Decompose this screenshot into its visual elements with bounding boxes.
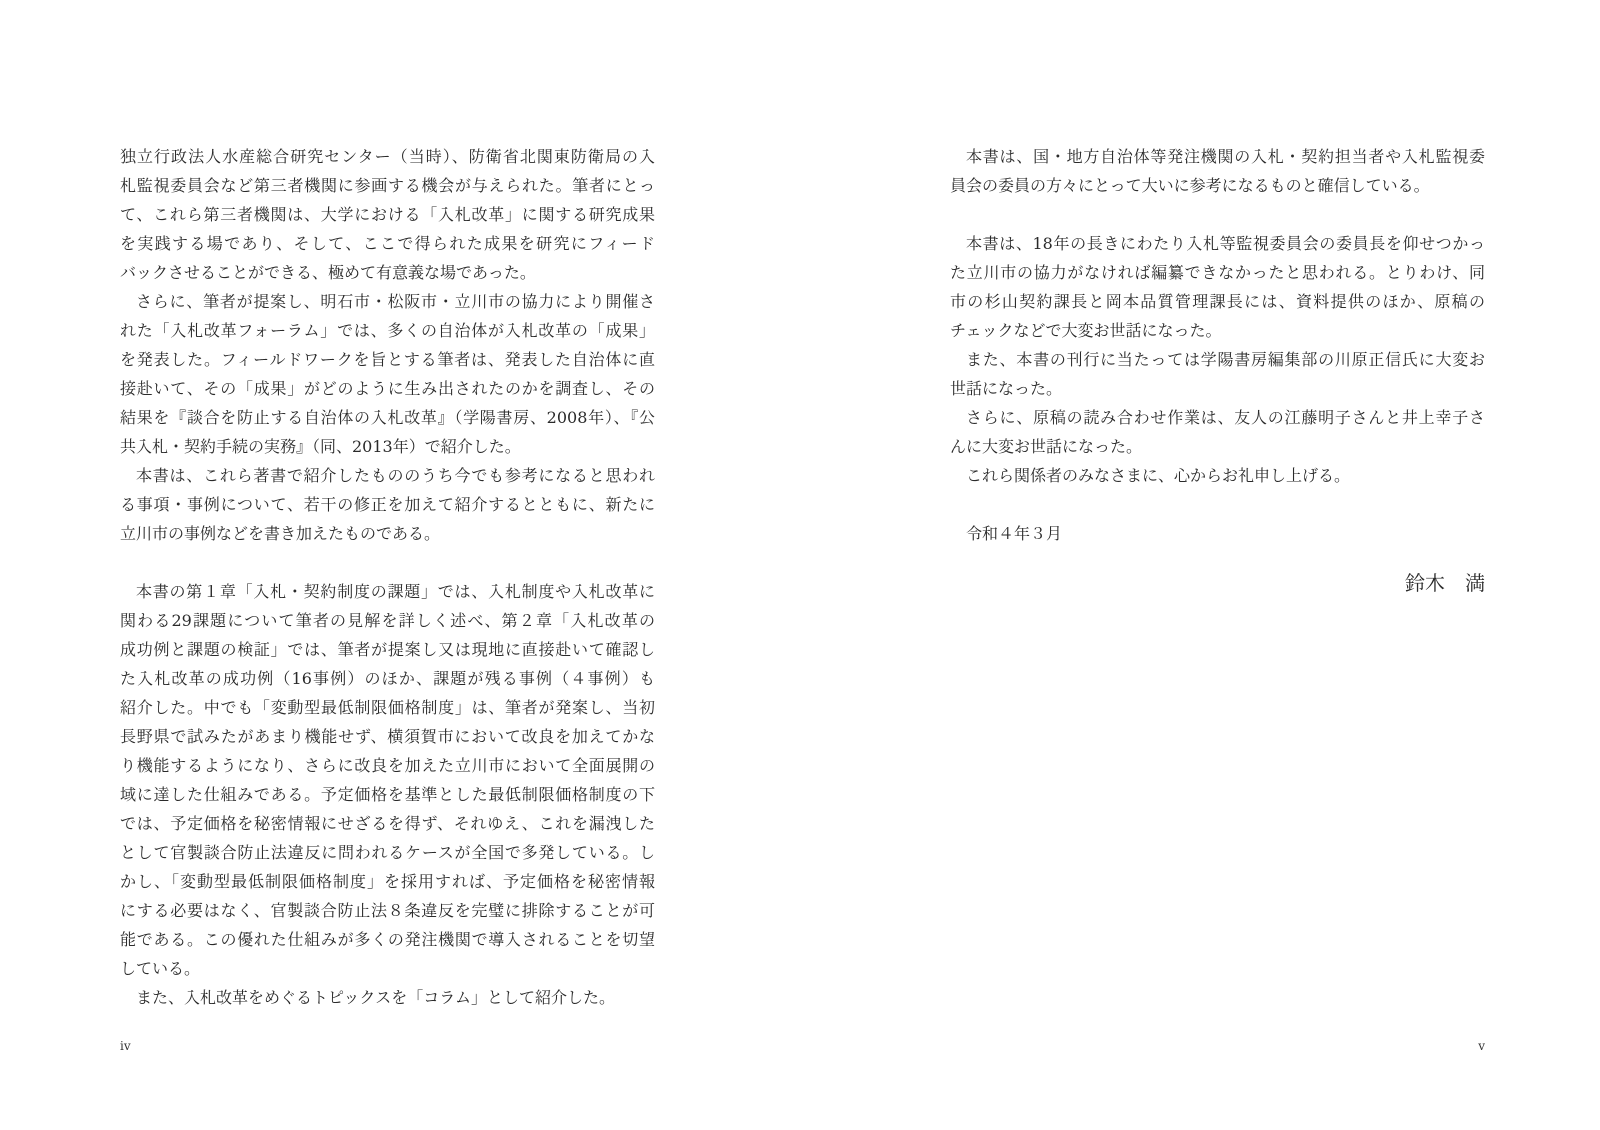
left-page	[120, 142, 655, 1012]
section-break	[950, 490, 1485, 519]
text-line: 市の杉山契約課長と岡本品質管理課長には、資料提供のほか、原稿の	[950, 292, 1485, 311]
text-line: かし、「変動型最低制限価格制度」を採用すれば、予定価格を秘密情報	[120, 872, 655, 891]
text-line: 域に達した仕組みである。予定価格を基準とした最低制限価格制度の下	[120, 785, 655, 804]
author-signature: 鈴木 満	[1405, 571, 1485, 595]
text-line: 長野県で試みたがあまり機能せず、横須賀市において改良を加えてかな	[120, 727, 655, 746]
text-line: て、これら第三者機関は、大学における「入札改革」に関する研究成果	[120, 205, 655, 224]
text-line: 立川市の事例などを書き加えたものである。	[120, 524, 441, 543]
paragraph	[950, 461, 1485, 490]
paragraph	[120, 461, 655, 548]
text-line: 本書の第１章「入札・契約制度の課題」では、入札制度や入札改革に	[136, 582, 655, 601]
text-line: れた「入札改革フォーラム」では、多くの自治体が入札改革の「成果」	[120, 321, 655, 340]
text-line: を発表した。フィールドワークを旨とする筆者は、発表した自治体に直	[120, 350, 655, 369]
paragraph	[120, 142, 655, 287]
page-number-left: iv	[120, 1039, 131, 1053]
text-line: さらに、筆者が提案し、明石市・松阪市・立川市の協力により開催さ	[136, 292, 655, 311]
text-line: 本書は、これら著書で紹介したもののうち今でも参考になると思われ	[136, 466, 655, 485]
text-line: た立川市の協力がなければ編纂できなかったと思われる。とりわけ、同	[950, 263, 1485, 282]
text-line: している。	[120, 959, 201, 978]
paragraph	[950, 229, 1485, 345]
paragraph	[950, 142, 1485, 200]
section-break	[950, 200, 1485, 229]
paragraph	[120, 287, 655, 461]
text-line: さらに、原稿の読み合わせ作業は、友人の江藤明子さんと井上幸子さ	[966, 408, 1485, 427]
text-line: バックさせることができる、極めて有意義な場であった。	[120, 263, 536, 282]
text-line: り機能するようになり、さらに改良を加えた立川市において全面展開の	[120, 756, 655, 775]
text-line: 札監視委員会など第三者機関に参画する機会が与えられた。筆者にとっ	[120, 176, 655, 195]
text-line: また、本書の刊行に当たっては学陽書房編集部の川原正信氏に大変お	[966, 350, 1485, 369]
text-line: 独立行政法人水産総合研究センター（当時）、防衛省北関東防衛局の入	[120, 147, 655, 166]
text-line: んに大変お世話になった。	[950, 437, 1143, 456]
text-line: 世話になった。	[950, 379, 1063, 398]
paragraph	[120, 577, 655, 983]
text-line: 結果を『談合を防止する自治体の入札改革』（学陽書房、2008年）、『公	[120, 408, 655, 427]
paragraph	[950, 403, 1485, 461]
text-line: として官製談合防止法違反に問われるケースが全国で多発している。し	[120, 843, 655, 862]
text-line: 共入札・契約手続の実務』（同、2013年）で紹介した。	[120, 437, 521, 456]
paragraph	[120, 983, 655, 1012]
text-line: 接赴いて、その「成果」がどのように生み出されたのかを調査し、その	[120, 379, 655, 398]
text-line: にする必要はなく、官製談合防止法８条違反を完璧に排除することが可	[120, 901, 655, 920]
text-line: 関わる29課題について筆者の見解を詳しく述べ、第２章「入札改革の	[120, 611, 655, 630]
text-line: 紹介した。中でも「変動型最低制限価格制度」は、筆者が発案し、当初	[120, 698, 655, 717]
text-line: 本書は、国・地方自治体等発注機関の入札・契約担当者や入札監視委	[966, 147, 1485, 166]
text-line: 本書は、18年の長きにわたり入札等監視委員会の委員長を仰せつかっ	[966, 234, 1485, 253]
text-line: る事項・事例について、若干の修正を加えて紹介するとともに、新たに	[120, 495, 655, 514]
text-line: チェックなどで大変お世話になった。	[950, 321, 1222, 340]
date-line: 令和４年３月	[966, 524, 1063, 543]
text-line: 能である。この優れた仕組みが多くの発注機関で導入されることを切望	[120, 930, 655, 949]
text-line: を実践する場であり、そして、ここで得られた成果を研究にフィード	[120, 234, 655, 253]
text-line: これら関係者のみなさまに、心からお礼申し上げる。	[966, 466, 1351, 485]
text-line: では、予定価格を秘密情報にせざるを得ず、それゆえ、これを漏洩した	[120, 814, 655, 833]
right-page	[950, 142, 1485, 598]
text-line: た入札改革の成功例（16事例）のほか、課題が残る事例（４事例）も	[120, 669, 655, 688]
paragraph	[950, 345, 1485, 403]
section-break	[120, 548, 655, 577]
page-number-right: v	[1478, 1039, 1485, 1053]
text-line: 成功例と課題の検証」では、筆者が提案し又は現地に直接赴いて確認し	[120, 640, 655, 659]
text-line: また、入札改革をめぐるトピックスを「コラム」として紹介した。	[136, 988, 616, 1007]
text-line: 員会の委員の方々にとって大いに参考になるものと確信している。	[950, 176, 1430, 195]
